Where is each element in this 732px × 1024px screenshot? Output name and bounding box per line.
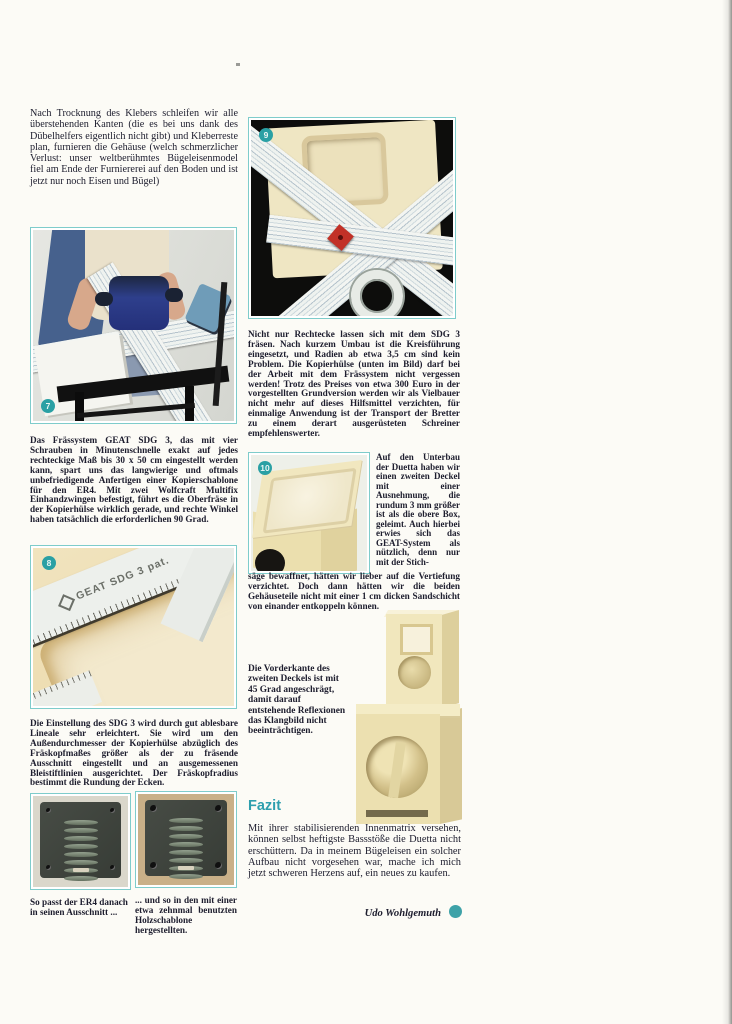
router-handle-left [95,292,113,306]
screw-icon [150,862,157,869]
intro-paragraph: Nach Trocknung des Klebers schleifen wir alle überstehenden Kanten (die es bei uns dank des Dübelhelfers eigentlich nicht gibt) und Kleberreste plan, furnieren die Gehäuse (welch schmerzlicher Verlust: unser weltberühmtes Bügeleisenmodel fiel am Ende der Furniererei auf den Boden und ist jetzt nur noch Eisen und Bügel) [30,108,238,187]
photo-duetta-tower [348,610,470,824]
jig-brand-label: GEAT SDG 3 pat. [74,554,172,603]
screw-icon [110,865,115,870]
caption-deckel: Die Vorderkante des zweiten Deckels ist mit 45 Grad angeschrägt, damit darauf entstehende Reflexionen das Klangbild nicht beeinträchtigen. [248,664,346,737]
grille-slots [169,818,203,879]
lid-recess [263,468,357,534]
screw-icon [215,805,222,812]
bass-slot [366,810,428,817]
tweeter-hole [398,656,431,689]
er4-grille-panel [40,802,121,878]
photo-jig-closeup [30,545,237,709]
scan-speck [236,63,240,66]
router-handle-right [165,288,183,302]
paragraph-sdg3: Nicht nur Rechtecke lassen sich mit dem SDG 3 fräsen. Nach kurzem Umbau ist die Kreisführung eingesetzt, und Radien ab etwa 3,5 cm sind kein Problem. Die Kopierhülse (unten im Bild) darf bei der Arbeit mit dem Frässystem nicht vergessen werden! Trotz des Preises von etwa 300 Euro in der vorgestellten Grundversion werden wir als Vielbauer nicht mehr auf dieses Hilfsmittel verzichten, für einmalige Anwendung ist der Transport der Bretter zu einem derart ausgerüsteten Schreiner empfehlenswerter. [248,329,460,439]
screw-icon [110,808,115,813]
photo-er4-in-template [135,791,237,888]
paragraph-unterbau-wide: säge bewaffnet, hätten wir lieber auf die Vertiefung verzichtet. Doch dann hätten wir die beiden Gehäuseteile nicht mit einer 1 cm dicken Sandschicht von einander entkoppeln können. [248,571,460,611]
photo-router-jig [30,227,237,424]
photo-er4-in-cutout [30,793,131,890]
screw-icon [215,862,222,869]
screw-icon [150,805,157,812]
grille-slots [64,820,98,881]
tower-topbox-side [442,610,459,708]
caption-grille-right: ... und so in den mit einer etwa zehnmal benutzten Holzschablone hergestellten. [135,895,237,935]
paragraph-unterbau-narrow: Auf den Unterbau der Duetta haben wir einen zweiten Deckel mit einer Ausnehmung, die rundum 3 mm größer ist als die obere Box, geleimt. Auch hierbei erwies sich das GEAT-System als nützlich, denn nur mit der Stich- [376,452,460,567]
photo-unterbau-deckel [248,452,370,574]
er4-grille-panel [145,800,227,876]
photo-number-badge: 9 [259,128,273,142]
router-body [109,276,169,330]
photo-rails-circle-guide [248,117,456,319]
caption-photo7: Das Frässystem GEAT SDG 3, das mit vier Schrauben in Minutenschnelle exakt auf jedes rechteckige Maß bis 30 x 50 cm eingestellt werden kann, spart uns das langwierige und oftmals unbefriedigende Anfertigen einer Kopierschablone für den ER4. Mit zwei Wolfcraft Multifix Einhandzwingen befestigt, führt es die Oberfräse in der Kopierhülse wirklich gerade, und rechte Winkel haben tatsächlich die erforderlichen 90 Grad. [30,435,238,525]
photo-number-badge: 10 [258,461,272,475]
photo-number-badge: 7 [41,399,55,413]
caption-photo8: Die Einstellung des SDG 3 wird durch gut ablesbare Lineale sehr erleichtert. Sie wird um den Außendurchmesser der Kopierhülse abzüglich des Fräskopfmaßes größer als der zu fräsende Ausschnitt eingestellt und an ausgemessenen Bleistiftlinien ausgerichtet. Der Fräskopfradius bestimmt die Rundung der Ecken. [30,718,238,788]
geat-logo-icon [58,594,75,611]
woofer-hole [366,736,428,798]
grille-nameplate [178,866,194,870]
fazit-paragraph: Mit ihrer stabilisierenden Innenmatrix versehen, können selbst heftigste Bassstöße die Duetta nicht erschüttern. Da in meinem Bügeleisen ein solcher Aufbau nicht vorgesehen war, mache ich mich jetzt schweren Herzens auf, ein neues zu kaufen. [248,823,461,880]
driver-hole [255,549,285,571]
end-of-article-dot-icon [449,905,462,918]
author-name: Udo Wohlgemuth [364,908,441,919]
photo-number-badge: 8 [42,556,56,570]
inner-brace [388,742,406,798]
tower-botbox-side [440,708,462,824]
screw-icon [46,808,51,813]
caption-grille-left: So passt der ER4 danach in seinen Ausschnitt ... [30,897,128,917]
author-line [248,905,462,919]
grille-nameplate [73,868,89,872]
screw-icon [46,865,51,870]
fazit-heading: Fazit [248,798,282,814]
scan-edge-shadow [722,0,732,1024]
tweeter-recess [400,624,433,655]
copy-sleeve-ring [351,270,403,316]
